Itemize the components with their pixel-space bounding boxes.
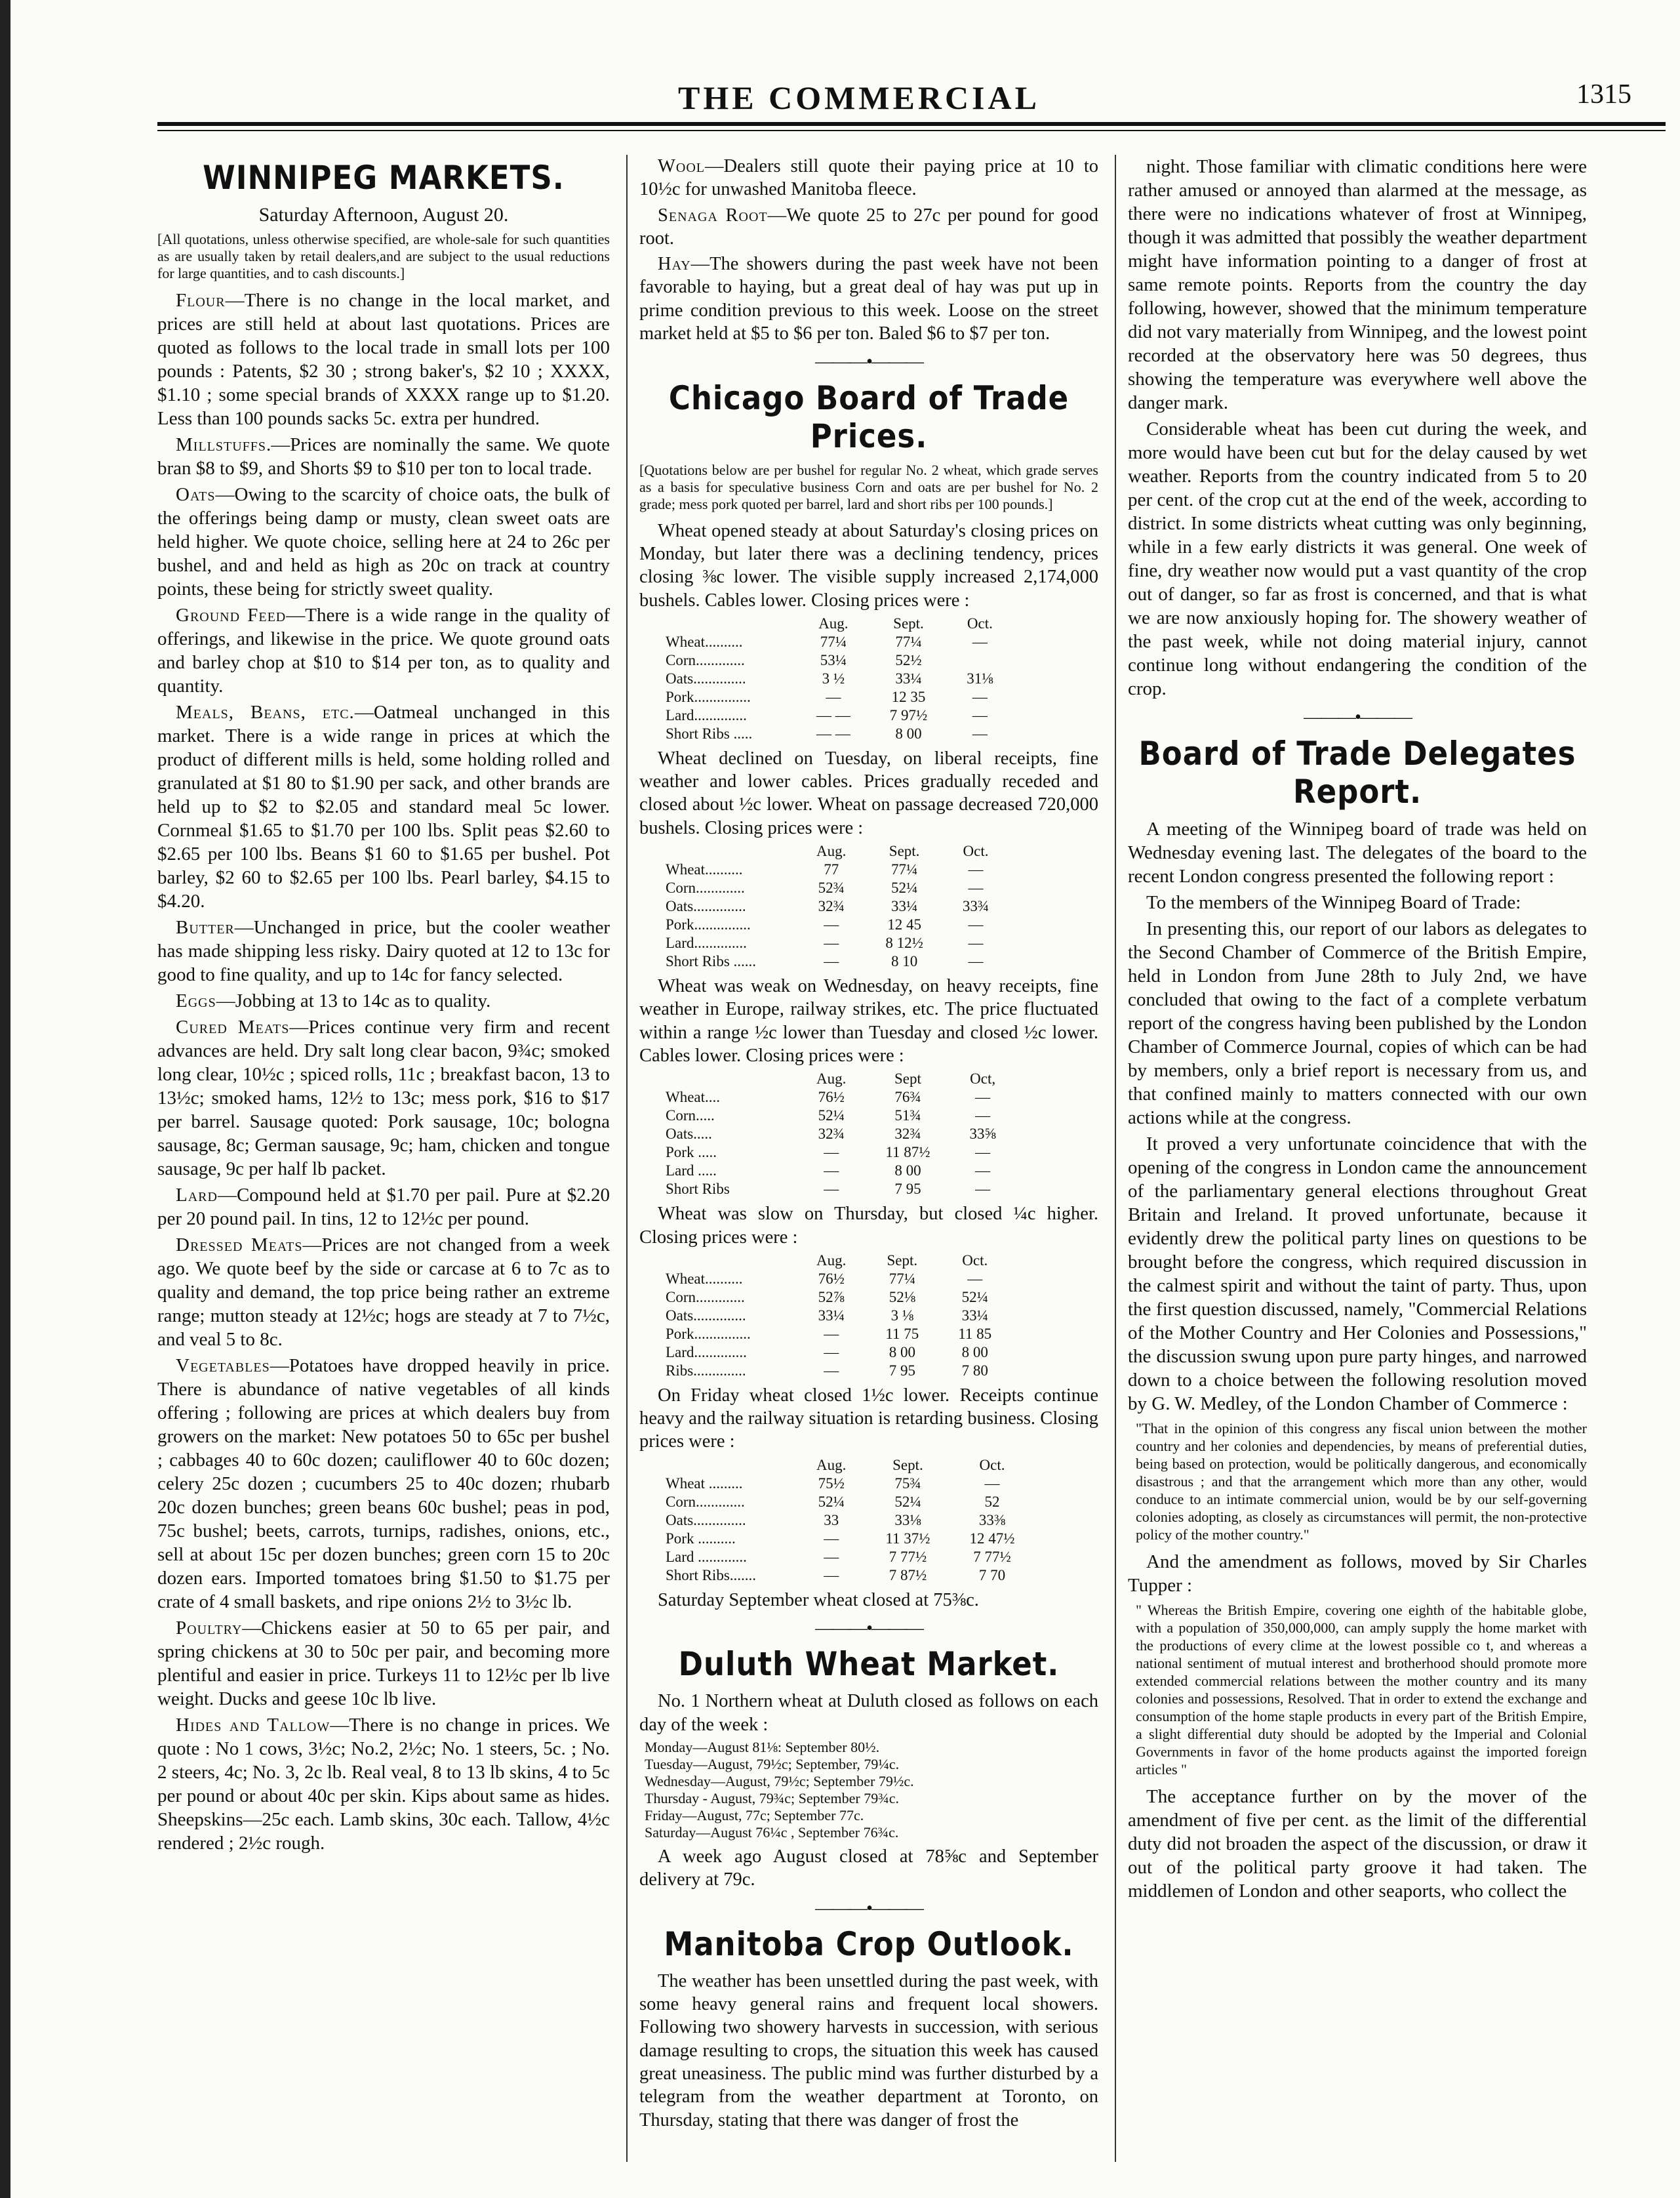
table-cell: Short Ribs .....: [666, 725, 753, 742]
paragraph-lead: Poultry: [176, 1618, 243, 1638]
table-cell: —: [824, 1325, 839, 1342]
table-row: [666, 1548, 1035, 1566]
table-row: [666, 725, 1013, 743]
table-header-row: [666, 615, 1013, 633]
table-cell: 75¾: [894, 1475, 921, 1492]
table-row: [666, 1088, 1016, 1107]
paragraph-lead: Vegetables: [176, 1355, 270, 1376]
paragraph-text: —We quote 25 to 27c per pound for good root.: [639, 205, 1098, 249]
table-row: [666, 670, 1013, 688]
table-header: Aug.: [816, 1456, 847, 1473]
table-cell: —: [824, 953, 839, 970]
table-cell: 32¾: [818, 1126, 845, 1143]
table-cell: 7 87½: [889, 1566, 927, 1583]
table-header: Aug.: [816, 1252, 847, 1269]
table-row: [666, 1125, 1016, 1143]
table-cell: 75½: [818, 1475, 845, 1492]
table-cell: —: [967, 1270, 983, 1287]
paragraph-text: —The showers during the past week have not been favorable to haying, but a great deal of hay was put up in prime condition previous to this week. Loose on the street market held at $5 to $6 per ton. Baled $6 to $7 per ton.: [639, 254, 1098, 344]
table-cell: —: [968, 880, 984, 897]
section-title-manitoba: Manitoba Crop Outlook.: [664, 1924, 1074, 1963]
daily-price-line: Saturday—August 76¼c , September 76¾c.: [645, 1823, 899, 1841]
table-cell: —: [968, 916, 984, 933]
table-cell: 7 77½: [889, 1548, 927, 1565]
quotation-note: [All quotations, unless otherwise specified, are whole-sale for such quantities as are usually taken by retail dealers,and are subject to the usual reductions for large quantities, and to cash discounts.]: [157, 231, 610, 281]
table-cell: —: [975, 1089, 991, 1106]
table-header: Aug.: [818, 615, 849, 632]
table-header-row: [666, 1456, 1035, 1475]
page-binding-edge: [0, 0, 10, 2198]
paragraph-lead: Hides and Tallow: [176, 1715, 330, 1736]
paragraph-text: —There is a wide range in the quality of offerings, and likewise in the price. We quote ground oats and barley chop at $10 to $14 per ton, as to quality and quantity.: [157, 605, 610, 697]
table-cell: —: [824, 1144, 839, 1161]
table-header: Sept.: [893, 615, 924, 632]
table-header: Oct,: [970, 1070, 996, 1088]
section-title-winnipeg-markets: WINNIPEG MARKETS.: [203, 159, 565, 197]
table-cell: 33¼: [891, 898, 918, 915]
closing-prices-table: [666, 1252, 1011, 1380]
table-cell: —: [972, 688, 988, 705]
market-paragraph: [157, 989, 610, 1013]
table-cell: Oats.....: [666, 1126, 712, 1143]
market-paragraph: [157, 1183, 610, 1231]
table-header: Sept.: [887, 1252, 918, 1269]
table-header: Sept.: [889, 843, 920, 860]
table-cell: 52¼: [818, 1493, 845, 1510]
table-cell: 12 45: [887, 916, 921, 933]
table-row: [666, 1530, 1035, 1548]
daily-report-text: Wheat was weak on Wednesday, on heavy receipts, fine weather in Europe, railway strikes, etc. The price fluctuated within a range ½c lower than Tuesday and closed ½c lower. Cables lower. Closing prices were :: [639, 976, 1098, 1066]
table-row: [666, 1270, 1011, 1288]
table-cell: —: [968, 861, 984, 878]
market-paragraphs: [157, 289, 610, 1855]
paragraph-lead: Oats: [176, 484, 216, 505]
table-cell: Corn.............: [666, 880, 745, 897]
section-title-delegates: Board of Trade Delegates Report.: [1138, 735, 1576, 811]
table-cell: 33⅝: [969, 1126, 996, 1143]
table-cell: 7 80: [961, 1362, 988, 1379]
delegates-report-paragraphs: [1128, 917, 1587, 1415]
table-cell: —: [824, 1566, 839, 1583]
table-cell: Corn.............: [666, 1288, 745, 1305]
table-cell: 8 00: [894, 1162, 921, 1179]
paragraph-lead: Millstuffs: [176, 434, 267, 455]
table-cell: Lard..............: [666, 1343, 747, 1360]
market-paragraph: [157, 1354, 610, 1614]
tupper-amendment-intro: And the amendment as follows, moved by Sir Charles Tupper :: [1128, 1551, 1587, 1596]
table-cell: —: [824, 1181, 839, 1198]
table-cell: 8 10: [891, 953, 918, 970]
table-cell: 33¼: [818, 1307, 845, 1324]
paragraph-text: —Dealers still quote their paying price at 10 to 10½c for unwashed Manitoba fleece.: [639, 156, 1098, 200]
daily-report-text: On Friday wheat closed 1½c lower. Receipts continue heavy and the railway situation is retarding business. Closing prices were :: [639, 1385, 1098, 1452]
table-cell: 3 ⅛: [890, 1307, 914, 1324]
report-paragraph: In presenting this, our report of our labors as delegates to the Second Chamber of Commerce of the British Empire, held in London from June 28th to July 2nd, we have concluded that owing to the fact of a complete verbatum report of the congress having been published by the London Chamber of Commerce Journal, copies of which can be had by members, only a brief report is necessary from us, and that confined mainly to matters connected with our own actions while at the congress.: [1128, 918, 1587, 1128]
column-crop-and-delegates: [1128, 155, 1587, 2168]
crop-paragraph: Considerable wheat has been cut during the week, and more would have been cut but for the delay caused by wet weather. Reports from the country indicated from 5 to 20 per cent. of the crop cut at the end of the week, according to district. In some districts wheat cutting was only beginning, while in a few early districts it was general. One week of fine, dry weather now would put a vast quantity of the crop out of danger, so far as frost is concerned, and that is what we are now anxiously hoping for. The showery weather of the past week, while not doing material injury, cannot continue long without endangering the condition of the crop.: [1128, 418, 1587, 699]
paragraph-lead: Ground Feed: [176, 605, 287, 626]
column-chicago-duluth-manitoba: [639, 155, 1098, 2168]
table-cell: 11 75: [885, 1325, 919, 1342]
duluth-closing: A week ago August closed at 78⅝c and September delivery at 79c.: [639, 1846, 1098, 1890]
table-cell: —: [975, 1181, 991, 1198]
table-cell: 33¼: [895, 670, 922, 687]
chicago-daily-reports: [639, 519, 1098, 1585]
daily-price-line: Wednesday—August, 79½c; September 79½c.: [645, 1772, 914, 1789]
table-cell: 31⅛: [967, 670, 993, 687]
table-row: [666, 879, 1009, 897]
daily-price-line: Monday—August 81⅛: September 80½.: [645, 1738, 880, 1755]
table-cell: Oats..............: [666, 670, 746, 687]
table-row: [666, 1162, 1016, 1180]
table-header: Sept: [894, 1070, 921, 1088]
table-cell: 11 87½: [885, 1144, 930, 1161]
table-cell: —: [824, 1362, 839, 1379]
table-cell: 76½: [818, 1089, 845, 1106]
column-winnipeg-markets: [157, 155, 610, 2168]
market-paragraph: [157, 1233, 610, 1351]
paragraph-text: —Oatmeal unchanged in this market. There is a wide range in prices at which the product of different mills is held, some holding rolled and granulated at $1 80 to $1.90 per sack, and other brands are held up to $2 to $2.05 and standard meal 5c lower. Cornmeal $1.65 to $1.70 per 100 lbs. Split peas $2.60 to $2.65 per 100 lbs. Beans $1 60 to $1.65 per bushel. Pot barley, $2 60 to $2.65 per 100 lbs. Pearl barley, $4.15 to $4.20.: [157, 702, 610, 912]
paragraph-text: —Chickens easier at 50 to 65 per pair, and spring chickens at 30 to 50c per pair, and becoming more plentiful and easier in price. Turkeys 11 to 12½c per lb live weight. Ducks and geese 10c lb live.: [157, 1618, 610, 1709]
table-cell: 77¼: [895, 633, 922, 650]
delegates-address: To the members of the Winnipeg Board of Trade:: [1146, 892, 1521, 913]
market-paragraph: [639, 155, 1098, 201]
table-cell: Lard..............: [666, 706, 747, 723]
section-title-duluth: Duluth Wheat Market.: [678, 1645, 1060, 1684]
medley-resolution: "That in the opinion of this congress any fiscal union between the mother country and her colonies and dependencies, by means of preferential duties, being based on protection, would be politically dangerous, and economically disastrous ; and that the arrangement which more than any other, would conduce to an intimate commercial union, would be by our self-governing colonies adopting, as closely as circumstances will permit, the non-protective policy of the mother country.": [1136, 1420, 1587, 1543]
table-header: Aug.: [816, 843, 847, 860]
paragraph-lead: Wool: [658, 156, 706, 176]
section-divider: ———•———: [1304, 707, 1411, 727]
chicago-note: [Quotations below are per bushel for regular No. 2 wheat, which grade serves as a basis for speculative business Corn and oats are per bushel for No. 2 grade; mess pork quoted per barrel, lard and short ribs per 100 pounds.]: [639, 461, 1098, 512]
crop-outlook-continued: [1128, 155, 1587, 701]
table-cell: Short Ribs: [666, 1181, 730, 1198]
table-cell: 11 37½: [885, 1530, 930, 1547]
market-paragraph: [157, 701, 610, 913]
table-cell: 33⅜: [978, 1511, 1006, 1528]
table-cell: Pork...............: [666, 916, 751, 933]
table-header: Sept.: [892, 1456, 923, 1473]
table-cell: 8 12½: [885, 935, 923, 952]
daily-price-line: Friday—August, 77c; September 77c.: [645, 1806, 864, 1823]
table-cell: —: [824, 1343, 839, 1360]
table-cell: Pork ..........: [666, 1530, 736, 1547]
table-cell: 76½: [818, 1270, 845, 1287]
closing-prices-table: [666, 615, 1013, 743]
market-paragraph: [157, 433, 610, 480]
table-header-row: [666, 1070, 1016, 1088]
table-cell: Corn.............: [666, 1493, 745, 1510]
wool-senaga-hay-paragraphs: [639, 155, 1098, 345]
table-cell: —: [824, 1162, 839, 1179]
closing-prices-table: [666, 842, 1009, 971]
market-paragraph: [157, 1713, 610, 1855]
paragraph-lead: Flour: [176, 290, 226, 311]
market-paragraph: [639, 204, 1098, 251]
table-cell: Pork .....: [666, 1144, 717, 1161]
table-cell: 52: [984, 1493, 1000, 1510]
table-cell: 52¼: [818, 1107, 845, 1124]
table-cell: Wheat....: [666, 1089, 721, 1106]
table-header: Oct.: [967, 615, 993, 632]
table-row: [666, 688, 1013, 706]
table-cell: 8 00: [895, 725, 922, 742]
paragraph-lead: Cured Meats: [176, 1017, 290, 1038]
table-row: [666, 1343, 1011, 1362]
table-row: [666, 1143, 1016, 1162]
table-row: [666, 916, 1009, 934]
duluth-daily-prices: [645, 1739, 1098, 1841]
paragraph-lead: Dressed Meats: [176, 1234, 303, 1255]
table-cell: 7 77½: [973, 1548, 1011, 1565]
manitoba-paragraph: The weather has been unsettled during the past week, with some heavy general rains and frequent local showers. Following two showery harvests in succession, with serious damage resulting to crops, the situation this week has caused great uneasiness. The public mind was further disturbed by a telegram from the weather department at Toronto, on Thursday, stating that there was danger of frost the: [639, 1970, 1098, 2130]
final-paragraph: The acceptance further on by the mover of the amendment of five per cent. as the limit of the differential duty did not broaden the aspect of the discussion, or draw it out of the political party groove it had taken. The middlemen of London and other seaports, who collect the: [1128, 1786, 1587, 1902]
table-header-blank: [666, 615, 797, 633]
header-rule-thin: [157, 130, 1666, 131]
table-cell: 52¼: [891, 880, 918, 897]
table-cell: Corn.....: [666, 1107, 715, 1124]
table-cell: 7 95: [894, 1181, 921, 1198]
table-cell: —: [824, 1548, 839, 1565]
table-cell: 3 ½: [822, 670, 845, 687]
table-row: [666, 897, 1009, 916]
table-cell: Pork...............: [666, 688, 751, 705]
table-cell: 76¾: [894, 1089, 921, 1106]
paragraph-text: .—Prices are nominally the same. We quote bran $8 to $9, and Shorts $9 to $10 per ton to local trade.: [157, 434, 610, 479]
table-cell: 51¾: [894, 1107, 921, 1124]
table-cell: —: [972, 725, 988, 742]
closing-prices-table: [666, 1070, 1016, 1198]
table-cell: —: [975, 1144, 991, 1161]
table-cell: 53¼: [820, 651, 847, 668]
daily-price-line: Thursday - August, 79¾c; September 79¾c.: [645, 1789, 899, 1806]
table-row: [666, 1475, 1035, 1493]
table-cell: —: [975, 1107, 991, 1124]
market-paragraph: [157, 289, 610, 430]
table-cell: Short Ribs ......: [666, 953, 757, 970]
table-cell: Ribs..............: [666, 1362, 746, 1379]
table-row: [666, 1493, 1035, 1511]
table-row: [666, 1307, 1011, 1325]
table-row: [666, 1180, 1016, 1198]
table-cell: Oats..............: [666, 1307, 746, 1324]
table-cell: Oats..............: [666, 898, 746, 915]
table-cell: 33¼: [961, 1307, 988, 1324]
paragraph-lead: Eggs: [176, 990, 216, 1011]
table-row: [666, 633, 1013, 651]
table-row: [666, 1288, 1011, 1307]
market-paragraph: [157, 483, 610, 601]
table-cell: 52½: [895, 651, 922, 668]
table-cell: 7 95: [889, 1362, 915, 1379]
table-cell: —: [984, 1475, 1000, 1492]
table-cell: — —: [816, 725, 850, 742]
table-header-row: [666, 842, 1009, 861]
table-cell: Wheat..........: [666, 633, 743, 650]
paragraph-text: —Owing to the scarcity of choice oats, the bulk of the offerings being damp or musty, clean sweet oats are held higher. We quote choice, selling here at 24 to 26c per bushel, and and held as high as 20c on track at country points, these being for strictly sweet quality.: [157, 484, 610, 600]
dateline: Saturday Afternoon, August 20.: [258, 204, 509, 226]
table-cell: —: [824, 916, 839, 933]
table-row: [666, 1325, 1011, 1343]
paragraph-lead: Senaga Root: [658, 205, 768, 226]
table-cell: 7 97½: [889, 706, 928, 723]
table-cell: —: [968, 953, 984, 970]
table-header-blank: [666, 842, 797, 861]
market-paragraph: [157, 1015, 610, 1181]
table-cell: 52¼: [961, 1288, 988, 1305]
table-cell: Wheat..........: [666, 861, 743, 878]
table-cell: 12 35: [891, 688, 926, 705]
table-cell: 52⅞: [818, 1288, 845, 1305]
table-cell: 52¾: [818, 880, 845, 897]
paragraph-lead: Hay: [658, 254, 691, 275]
paragraph-text: —Prices are not changed from a week ago. We quote beef by the side or carcase at 6 to 7c as to quality and demand, the top price being rather an extreme range; mutton steady at 12½c; hogs are steady at 7 to 7½c, and veal 5 to 8c.: [157, 1234, 610, 1350]
masthead: THE COMMERCIAL: [678, 79, 1040, 116]
table-cell: 8 00: [961, 1343, 988, 1360]
table-cell: [947, 651, 1012, 670]
tupper-amendment: " Whereas the British Empire, covering one eighth of the habitable globe, with a population of 350,000,000, can amply supply the home market with the productions of every clime at the lowest possible co t, and whereas a national sentiment of mutual interest and brotherhood should promote more extended commercial relations between the mother country and its many colonies and possessions, Resolved. That in order to extend the exchange and consumption of the home staple products in every part of the British Empire, a slight differential duty should be adopted by the Imperial and Colonial Governments in favor of the home products against the imported foreign articles ": [1136, 1602, 1587, 1778]
column-separator: [626, 155, 628, 2162]
paragraph-text: —There is no change in the local market, and prices are still held at about last quotations. Prices are quoted as follows to the local trade in small lots per 100 pounds : Patents, $2 30 ; strong baker's, $2 10 ; XXXX, $1.10 ; some special brands of XXXX range up to $1.20. Less than 100 pounds sacks 5c. extra per hundred.: [157, 290, 610, 429]
table-row: [666, 1107, 1016, 1125]
table-cell: Lard .............: [666, 1548, 747, 1565]
column-separator: [1115, 155, 1116, 2162]
table-row: [666, 1566, 1035, 1585]
table-cell: 7 70: [978, 1566, 1006, 1583]
table-header: Oct.: [963, 843, 989, 860]
market-paragraph: [157, 1616, 610, 1711]
header-rule: [157, 122, 1666, 126]
paragraph-text: —Jobbing at 13 to 14c as to quality.: [216, 990, 491, 1011]
closing-prices-table: [666, 1456, 1035, 1585]
table-cell: 11 85: [958, 1325, 992, 1342]
table-header: Oct.: [979, 1456, 1005, 1473]
table-cell: —: [975, 1162, 991, 1179]
paragraph-text: —Prices continue very firm and recent advances are held. Dry salt long clear bacon, 9¾c; smoked long clear, 10½c ; spiced rolls, 11c ; breakfast bacon, 13 to 13½c; smoked hams, 12½ to 13c; mess pork, $16 to $17 per barrel. Sausage quoted: Pork sausage, 10c; bologna sausage, 8c; German sausage, 9c; ham, chicken and tongue sausage, 9c per half lb packet.: [157, 1017, 610, 1179]
daily-report-text: Wheat opened steady at about Saturday's closing prices on Monday, but later there was a declining tendency, prices closing ⅜c lower. The visible supply increased 2,174,000 bushels. Cables lower. Closing prices were :: [639, 520, 1098, 611]
table-cell: —: [826, 688, 841, 705]
paragraph-lead: Lard: [176, 1185, 218, 1206]
duluth-intro: No. 1 Northern wheat at Duluth closed as follows on each day of the week :: [639, 1691, 1098, 1735]
table-cell: 8 00: [889, 1343, 915, 1360]
table-header: Aug.: [816, 1070, 847, 1088]
table-cell: 33⅛: [894, 1511, 921, 1528]
table-cell: Oats..............: [666, 1511, 746, 1528]
table-cell: 33: [824, 1511, 839, 1528]
table-cell: Wheat..........: [666, 1270, 743, 1287]
table-cell: 77¼: [891, 861, 918, 878]
table-cell: —: [968, 935, 984, 952]
table-row: [666, 861, 1009, 879]
paragraph-text: —Unchanged in price, but the cooler weather has made shipping less risky. Dairy quoted at 12 to 13c for good to fine quality, and up to 14c for fancy selected.: [157, 917, 610, 985]
crop-paragraph: night. Those familiar with climatic conditions here were rather amused or annoyed than alarmed at the message, as there were no indications whatever of frost at Winnipeg, though it was admitted that possibly the weather department might have information pointing to a danger of frost at same remote points. Reports from the country the day following, however, showed that the minimum temperature did not vary materially from Winnipeg, and the lowest point recorded at the observatory here was 50 degrees, thus showing the temperature was everywhere well above the danger mark.: [1128, 156, 1587, 413]
table-cell: Pork...............: [666, 1325, 751, 1342]
paragraph-lead: Butter: [176, 917, 235, 938]
table-cell: —: [824, 1530, 839, 1547]
table-header-row: [666, 1252, 1011, 1270]
table-header: Oct.: [962, 1252, 988, 1269]
table-row: [666, 1362, 1011, 1380]
market-paragraph: [157, 603, 610, 698]
table-cell: —: [824, 935, 839, 952]
table-header-blank: [666, 1456, 797, 1475]
table-cell: —: [972, 633, 988, 650]
table-cell: 32¾: [818, 898, 845, 915]
table-cell: 12 47½: [969, 1530, 1015, 1547]
daily-report-text: Wheat declined on Tuesday, on liberal receipts, fine weather and lower cables. Prices gradually receded and closed about ½c lower. Wheat on passage decreased 720,000 bushels. Closing prices were :: [639, 748, 1098, 838]
page-number: 1315: [1576, 79, 1631, 110]
table-cell: 52⅛: [889, 1288, 915, 1305]
chicago-closing: Saturday September wheat closed at 75⅜c.: [658, 1589, 979, 1610]
table-cell: 77: [824, 861, 839, 878]
table-cell: 33¾: [962, 898, 990, 915]
table-cell: — —: [816, 706, 850, 723]
table-cell: 52¼: [894, 1493, 921, 1510]
section-divider: ———•———: [815, 352, 923, 373]
section-divider: ———•———: [815, 1898, 923, 1919]
table-cell: Wheat .........: [666, 1475, 743, 1492]
section-divider: ———•———: [815, 1618, 923, 1639]
section-title-chicago: Chicago Board of Trade Prices.: [668, 378, 1070, 455]
table-row: [666, 1511, 1035, 1530]
table-cell: Corn.............: [666, 651, 745, 668]
table-header-blank: [666, 1070, 797, 1088]
table-cell: 32¾: [894, 1126, 921, 1143]
table-cell: 77¼: [889, 1270, 915, 1287]
table-row: [666, 934, 1009, 952]
table-cell: —: [972, 706, 988, 723]
table-cell: 77¼: [820, 633, 847, 650]
table-header-blank: [666, 1252, 797, 1270]
market-paragraph: [157, 916, 610, 987]
table-cell: Short Ribs.......: [666, 1566, 757, 1583]
daily-report-text: Wheat was slow on Thursday, but closed ¼c higher. Closing prices were :: [639, 1204, 1098, 1248]
table-row: [666, 651, 1013, 670]
table-row: [666, 706, 1013, 725]
paragraph-text: —Potatoes have dropped heavily in price. There is abundance of native vegetables of all kinds offering ; following are prices at which dealers buy from growers on the market: New potatoes 50 to 65c per bushel ; cabbages 40 to 60c dozen; cauliflower 40 to 60c dozen; celery 25c dozen ; cucumbers 25 to 40c dozen; rhubarb 20c dozen bunches; green beans 60c bushel; peas in pod, 75c bushel; beets, carrots, turnips, radishes, onions, etc., sell at about 15c per dozen bunches; green corn 15 to 20c dozen ears. Imported tomatoes bring $1.50 to $1.75 per crate of 4 small baskets, and ripe onions 2½ to 3½c lb.: [157, 1355, 610, 1612]
table-cell: Lard .....: [666, 1162, 717, 1179]
table-cell: Lard..............: [666, 935, 747, 952]
paragraph-text: —There is no change in prices. We quote : No 1 cows, 3½c; No.2, 2½c; No. 1 steers, 5c. ; No. 2 steers, 4c; No. 3, 2c lb. Real veal, 8 to 13 lb skins, 4 to 5c per pound or about 40c per skin. Kips about same as hides. Sheepskins—25c each. Lamb skins, 30c each. Tallow, 4½c rendered ; 2½c rough.: [157, 1715, 610, 1854]
delegates-intro: A meeting of the Winnipeg board of trade was held on Wednesday evening last. The delegates of the board to the recent London congress presented the following report :: [1128, 819, 1587, 887]
market-paragraph: [639, 253, 1098, 345]
table-row: [666, 952, 1009, 971]
paragraph-text: —Compound held at $1.70 per pail. Pure at $2.20 per 20 pound pail. In tins, 12 to 12½c per pound.: [157, 1185, 610, 1229]
paragraph-lead: Meals, Beans, etc.: [176, 702, 355, 723]
daily-price-line: Tuesday—August, 79½c; September, 79¼c.: [645, 1755, 900, 1772]
report-paragraph: It proved a very unfortunate coincidence that with the opening of the congress in London came the announcement of the parliamentary general elections throughout Great Britain and Ireland. It proved unfortunate, because it evidently drew the political party lines on questions to be brought before the congress, which required discussion in the calmest spirit and without the taint of party. Thus, upon the first question discussed, namely, "Commercial Relations of the Mother Country and Her Colonies and Possessions," the discussion swung upon pure party hinges, and narrowed down to a choice between the following resolution moved by G. W. Medley, of the London Chamber of Commerce :: [1128, 1133, 1587, 1414]
